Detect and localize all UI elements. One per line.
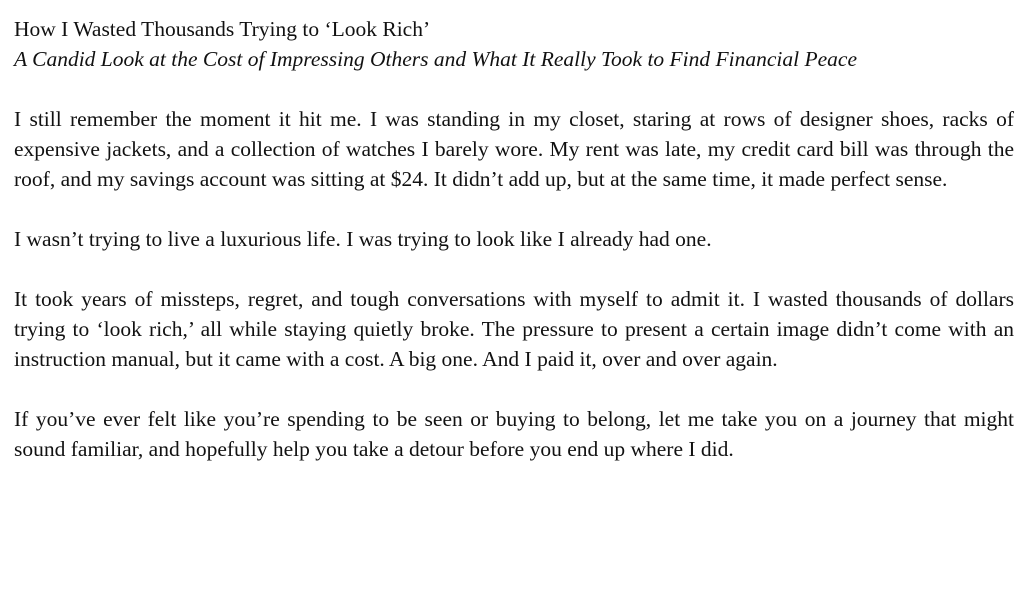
body-paragraph-1: I still remember the moment it hit me. I was standing in my closet, staring at rows of designer shoes, racks of expensive jackets, and a collection of watches I barely wore. My rent was late, my credit card bill was through the roof, and my savings account was sitting at $24. It didn’t add up, but at the same time, it made perfect sense.	[14, 107, 1014, 191]
article-title: How I Wasted Thousands Trying to ‘Look Rich’	[14, 17, 431, 41]
body-paragraph-3: It took years of missteps, regret, and tough conversations with myself to admit it. I wasted thousands of dollars trying to ‘look rich,’ all while staying quietly broke. The pressure to present a certain image didn’t come with an instruction manual, but it came with a cost. A big one. And I paid it, over and over again.	[14, 287, 1014, 371]
body-paragraph-4: If you’ve ever felt like you’re spending to be seen or buying to belong, let me take you on a journey that might sound familiar, and hopefully help you take a detour before you end up where I did.	[14, 407, 1014, 461]
article-subtitle: A Candid Look at the Cost of Impressing Others and What It Really Took to Find Financial Peace	[14, 47, 858, 71]
body-paragraph-2: I wasn’t trying to live a luxurious life. I was trying to look like I already had one.	[14, 227, 712, 251]
